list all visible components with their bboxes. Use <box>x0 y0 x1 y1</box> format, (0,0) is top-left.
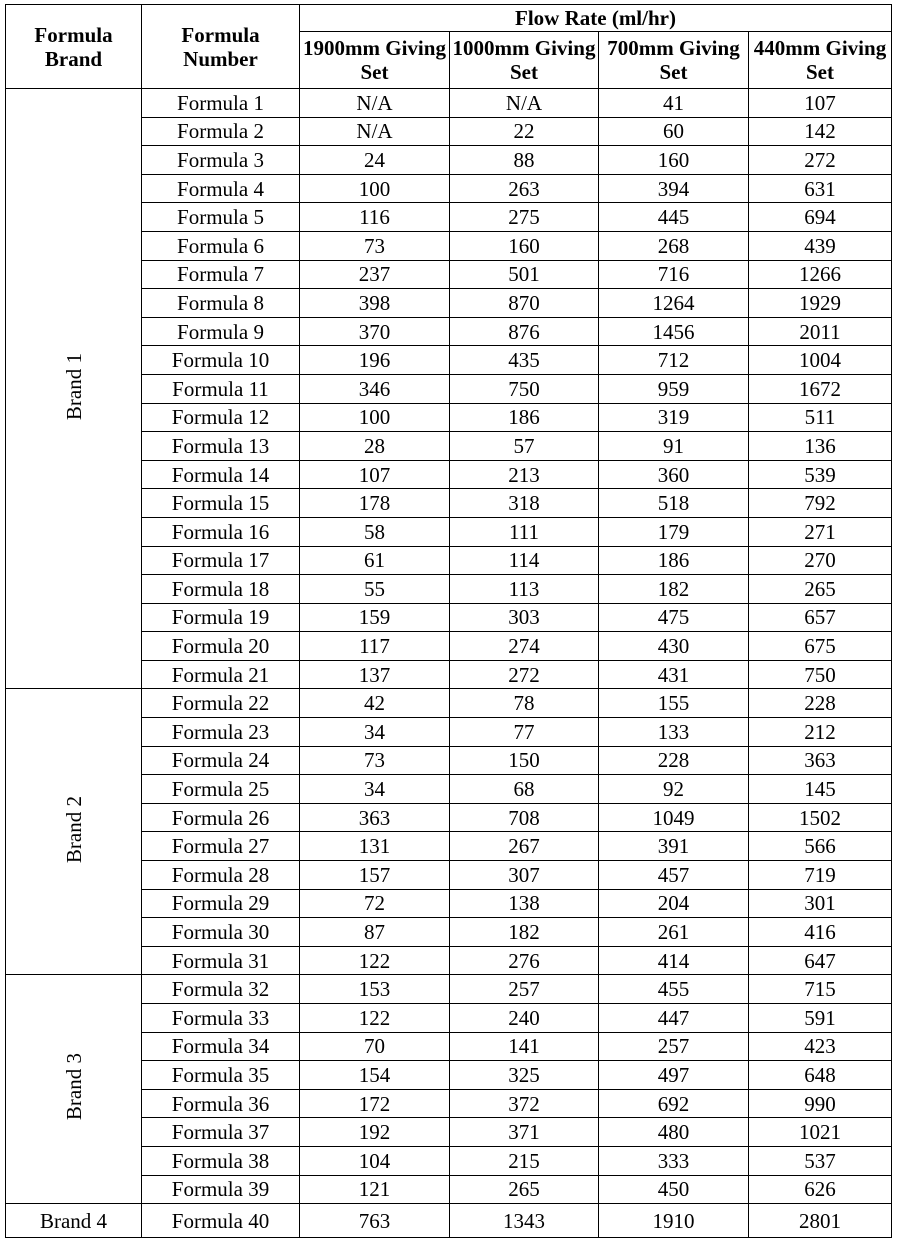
flow-rate-cell: 275 <box>450 203 599 232</box>
formula-number-cell: Formula 32 <box>142 975 300 1004</box>
flow-rate-cell: 153 <box>300 975 450 1004</box>
flow-rate-cell: 712 <box>599 346 749 375</box>
flow-rate-cell: 122 <box>300 1004 450 1033</box>
flow-rate-cell: 391 <box>599 832 749 861</box>
formula-number-cell: Formula 16 <box>142 517 300 546</box>
flow-rate-cell: 1264 <box>599 289 749 318</box>
flow-rate-cell: 719 <box>749 861 892 890</box>
formula-number-cell: Formula 11 <box>142 374 300 403</box>
flow-rate-cell: 34 <box>300 775 450 804</box>
brand-cell <box>6 975 142 1204</box>
flow-rate-cell: 111 <box>450 517 599 546</box>
flow-rate-cell: 591 <box>749 1004 892 1033</box>
flow-rate-cell: 70 <box>300 1032 450 1061</box>
flow-rate-cell: 416 <box>749 918 892 947</box>
flow-rate-cell: 155 <box>599 689 749 718</box>
flow-rate-cell: 537 <box>749 1146 892 1175</box>
flow-rate-cell: N/A <box>450 89 599 118</box>
formula-number-cell: Formula 29 <box>142 889 300 918</box>
flow-rate-cell: 87 <box>300 918 450 947</box>
flow-rate-cell: 750 <box>749 660 892 689</box>
flow-rate-cell: 414 <box>599 946 749 975</box>
flow-rate-cell: 113 <box>450 575 599 604</box>
flow-rate-cell: 78 <box>450 689 599 718</box>
flow-rate-cell: 138 <box>450 889 599 918</box>
flow-rate-cell: 450 <box>599 1175 749 1204</box>
flow-rate-cell: 959 <box>599 374 749 403</box>
flow-rate-cell: 301 <box>749 889 892 918</box>
flow-rate-cell: 179 <box>599 517 749 546</box>
formula-number-cell: Formula 27 <box>142 832 300 861</box>
flow-rate-cell: 447 <box>599 1004 749 1033</box>
table-row <box>6 689 892 718</box>
flow-rate-cell: 694 <box>749 203 892 232</box>
flow-rate-cell: 657 <box>749 603 892 632</box>
flow-rate-cell: 121 <box>300 1175 450 1204</box>
brand-cell <box>6 89 142 689</box>
flow-rate-cell: 990 <box>749 1089 892 1118</box>
flow-rate-cell: 457 <box>599 861 749 890</box>
flow-rate-cell: 626 <box>749 1175 892 1204</box>
flow-rate-cell: 1672 <box>749 374 892 403</box>
flow-rate-cell: 1049 <box>599 803 749 832</box>
flow-rate-cell: 539 <box>749 460 892 489</box>
flow-rate-cell: 58 <box>300 517 450 546</box>
header-flow-rate: Flow Rate (ml/hr) <box>300 5 892 32</box>
flow-rate-cell: 88 <box>450 146 599 175</box>
flow-rate-cell: 363 <box>300 803 450 832</box>
formula-number-cell: Formula 30 <box>142 918 300 947</box>
flow-rate-cell: 212 <box>749 718 892 747</box>
flow-rate-cell: 182 <box>450 918 599 947</box>
flow-rate-cell: 228 <box>599 746 749 775</box>
flow-rate-cell: 104 <box>300 1146 450 1175</box>
flow-rate-cell: 131 <box>300 832 450 861</box>
flow-rate-cell: 142 <box>749 117 892 146</box>
flow-rate-cell: 423 <box>749 1032 892 1061</box>
flow-rate-cell: 73 <box>300 746 450 775</box>
flow-rate-cell: 1343 <box>450 1204 599 1238</box>
flow-rate-cell: 319 <box>599 403 749 432</box>
flow-rate-cell: 159 <box>300 603 450 632</box>
flow-rate-cell: 228 <box>749 689 892 718</box>
brand-label: Brand 4 <box>39 1208 108 1233</box>
flow-rate-cell: 186 <box>599 546 749 575</box>
flow-rate-cell: 272 <box>749 146 892 175</box>
flow-rate-cell: 117 <box>300 632 450 661</box>
flow-rate-cell: 1266 <box>749 260 892 289</box>
formula-number-cell: Formula 1 <box>142 89 300 118</box>
flow-rate-cell: 435 <box>450 346 599 375</box>
flow-rate-cell: 394 <box>599 174 749 203</box>
formula-number-cell: Formula 33 <box>142 1004 300 1033</box>
formula-number-cell: Formula 20 <box>142 632 300 661</box>
flow-rate-cell: 182 <box>599 575 749 604</box>
table-row <box>6 89 892 118</box>
flow-rate-cell: 55 <box>300 575 450 604</box>
formula-number-cell: Formula 21 <box>142 660 300 689</box>
flow-rate-cell: 2011 <box>749 317 892 346</box>
formula-number-cell: Formula 34 <box>142 1032 300 1061</box>
flow-rate-cell: 675 <box>749 632 892 661</box>
flow-rate-cell: 61 <box>300 546 450 575</box>
header-set-440mm: 440mm Giving Set <box>749 32 892 89</box>
flow-rate-cell: 631 <box>749 174 892 203</box>
header-set-1900mm: 1900mm Giving Set <box>300 32 450 89</box>
flow-rate-cell: 150 <box>450 746 599 775</box>
flow-rate-cell: 715 <box>749 975 892 1004</box>
flow-rate-cell: 107 <box>300 460 450 489</box>
formula-number-cell: Formula 8 <box>142 289 300 318</box>
formula-number-cell: Formula 3 <box>142 146 300 175</box>
flow-rate-cell: 363 <box>749 746 892 775</box>
flow-rate-cell: 268 <box>599 231 749 260</box>
flow-rate-cell: 257 <box>450 975 599 1004</box>
flow-rate-cell: 511 <box>749 403 892 432</box>
formula-number-cell: Formula 14 <box>142 460 300 489</box>
formula-number-cell: Formula 37 <box>142 1118 300 1147</box>
flow-rate-cell: 518 <box>599 489 749 518</box>
formula-number-cell: Formula 38 <box>142 1146 300 1175</box>
flow-rate-cell: 261 <box>599 918 749 947</box>
flow-rate-cell: 271 <box>749 517 892 546</box>
flow-rate-cell: 137 <box>300 660 450 689</box>
formula-number-cell: Formula 12 <box>142 403 300 432</box>
flow-rate-cell: 2801 <box>749 1204 892 1238</box>
flow-rate-cell: N/A <box>300 89 450 118</box>
flow-rate-cell: 42 <box>300 689 450 718</box>
flow-rate-cell: 716 <box>599 260 749 289</box>
flow-rate-cell: 100 <box>300 174 450 203</box>
flow-rate-cell: 160 <box>450 231 599 260</box>
flow-rate-cell: 431 <box>599 660 749 689</box>
flow-rate-cell: 272 <box>450 660 599 689</box>
table-body <box>6 89 892 1238</box>
flow-rate-cell: 114 <box>450 546 599 575</box>
flow-rate-cell: 1004 <box>749 346 892 375</box>
flow-rate-cell: 263 <box>450 174 599 203</box>
flow-rate-cell: 439 <box>749 231 892 260</box>
brand-cell <box>6 1204 142 1238</box>
formula-number-cell: Formula 5 <box>142 203 300 232</box>
flow-rate-cell: 1929 <box>749 289 892 318</box>
flow-rate-cell: 215 <box>450 1146 599 1175</box>
flow-rate-cell: 240 <box>450 1004 599 1033</box>
flow-rate-cell: 154 <box>300 1061 450 1090</box>
flow-rate-cell: 445 <box>599 203 749 232</box>
flow-rate-cell: 172 <box>300 1089 450 1118</box>
flow-rate-cell: 57 <box>450 432 599 461</box>
flow-rate-cell: 647 <box>749 946 892 975</box>
flow-rate-cell: 237 <box>300 260 450 289</box>
flow-rate-cell: 325 <box>450 1061 599 1090</box>
flow-rate-cell: 133 <box>599 718 749 747</box>
flow-rate-cell: 213 <box>450 460 599 489</box>
flow-rate-cell: 692 <box>599 1089 749 1118</box>
table-row <box>6 1204 892 1238</box>
header-formula-number: Formula Number <box>142 5 300 89</box>
flow-rate-cell: 68 <box>450 775 599 804</box>
flow-rate-cell: 28 <box>300 432 450 461</box>
formula-number-cell: Formula 2 <box>142 117 300 146</box>
formula-number-cell: Formula 23 <box>142 718 300 747</box>
flow-rate-cell: 648 <box>749 1061 892 1090</box>
formula-number-cell: Formula 22 <box>142 689 300 718</box>
brand-label: Brand 1 <box>61 352 86 420</box>
flow-rate-cell: 77 <box>450 718 599 747</box>
flow-rate-cell: 160 <box>599 146 749 175</box>
flow-rate-cell: 116 <box>300 203 450 232</box>
formula-number-cell: Formula 40 <box>142 1204 300 1238</box>
flow-rate-cell: 318 <box>450 489 599 518</box>
flow-rate-cell: 24 <box>300 146 450 175</box>
flow-rate-cell: 1456 <box>599 317 749 346</box>
formula-number-cell: Formula 35 <box>142 1061 300 1090</box>
flow-rate-cell: 186 <box>450 403 599 432</box>
formula-number-cell: Formula 7 <box>142 260 300 289</box>
flow-rate-cell: 73 <box>300 231 450 260</box>
formula-number-cell: Formula 6 <box>142 231 300 260</box>
header-set-700mm: 700mm Giving Set <box>599 32 749 89</box>
flow-rate-cell: 1502 <box>749 803 892 832</box>
flow-rate-cell: 372 <box>450 1089 599 1118</box>
formula-number-cell: Formula 9 <box>142 317 300 346</box>
brand-cell <box>6 689 142 975</box>
brand-label: Brand 2 <box>61 795 86 863</box>
flow-rate-cell: 455 <box>599 975 749 1004</box>
formula-number-cell: Formula 36 <box>142 1089 300 1118</box>
flow-rate-cell: 34 <box>300 718 450 747</box>
flow-rate-cell: 792 <box>749 489 892 518</box>
flow-rate-cell: 141 <box>450 1032 599 1061</box>
flow-rate-cell: 876 <box>450 317 599 346</box>
header-formula-brand: Formula Brand <box>6 5 142 89</box>
flow-rate-cell: 265 <box>450 1175 599 1204</box>
formula-number-cell: Formula 28 <box>142 861 300 890</box>
formula-number-cell: Formula 4 <box>142 174 300 203</box>
formula-number-cell: Formula 10 <box>142 346 300 375</box>
flow-rate-cell: 157 <box>300 861 450 890</box>
formula-number-cell: Formula 17 <box>142 546 300 575</box>
flow-rate-cell: 303 <box>450 603 599 632</box>
flow-rate-cell: 60 <box>599 117 749 146</box>
flow-rate-cell: 100 <box>300 403 450 432</box>
flow-rate-cell: 307 <box>450 861 599 890</box>
formula-number-cell: Formula 15 <box>142 489 300 518</box>
flow-rate-cell: 870 <box>450 289 599 318</box>
flow-rate-cell: 196 <box>300 346 450 375</box>
flow-rate-cell: 398 <box>300 289 450 318</box>
flow-rate-cell: 276 <box>450 946 599 975</box>
flow-rate-cell: 750 <box>450 374 599 403</box>
flow-rate-cell: N/A <box>300 117 450 146</box>
flow-rate-cell: 145 <box>749 775 892 804</box>
brand-label: Brand 3 <box>61 1053 86 1121</box>
flow-rate-cell: 136 <box>749 432 892 461</box>
flow-rate-cell: 501 <box>450 260 599 289</box>
flow-rate-cell: 92 <box>599 775 749 804</box>
header-set-1000mm: 1000mm Giving Set <box>450 32 599 89</box>
flow-rate-cell: 91 <box>599 432 749 461</box>
table-row <box>6 975 892 1004</box>
flow-rate-cell: 204 <box>599 889 749 918</box>
flow-rate-cell: 270 <box>749 546 892 575</box>
formula-number-cell: Formula 26 <box>142 803 300 832</box>
flow-rate-cell: 41 <box>599 89 749 118</box>
formula-number-cell: Formula 18 <box>142 575 300 604</box>
formula-number-cell: Formula 13 <box>142 432 300 461</box>
formula-number-cell: Formula 25 <box>142 775 300 804</box>
flow-rate-cell: 22 <box>450 117 599 146</box>
flow-rate-cell: 107 <box>749 89 892 118</box>
flow-rate-cell: 192 <box>300 1118 450 1147</box>
flow-rate-table-container <box>5 4 892 1238</box>
flow-rate-cell: 497 <box>599 1061 749 1090</box>
flow-rate-cell: 122 <box>300 946 450 975</box>
formula-number-cell: Formula 39 <box>142 1175 300 1204</box>
flow-rate-cell: 480 <box>599 1118 749 1147</box>
flow-rate-cell: 72 <box>300 889 450 918</box>
flow-rate-cell: 178 <box>300 489 450 518</box>
flow-rate-cell: 370 <box>300 317 450 346</box>
formula-number-cell: Formula 24 <box>142 746 300 775</box>
flow-rate-cell: 360 <box>599 460 749 489</box>
flow-rate-cell: 763 <box>300 1204 450 1238</box>
flow-rate-cell: 265 <box>749 575 892 604</box>
formula-number-cell: Formula 19 <box>142 603 300 632</box>
table-header <box>6 5 892 89</box>
flow-rate-cell: 333 <box>599 1146 749 1175</box>
flow-rate-cell: 1910 <box>599 1204 749 1238</box>
flow-rate-cell: 257 <box>599 1032 749 1061</box>
flow-rate-cell: 708 <box>450 803 599 832</box>
flow-rate-cell: 1021 <box>749 1118 892 1147</box>
flow-rate-cell: 566 <box>749 832 892 861</box>
flow-rate-cell: 274 <box>450 632 599 661</box>
flow-rate-table <box>5 4 892 1238</box>
flow-rate-cell: 430 <box>599 632 749 661</box>
flow-rate-cell: 267 <box>450 832 599 861</box>
flow-rate-cell: 475 <box>599 603 749 632</box>
flow-rate-cell: 346 <box>300 374 450 403</box>
formula-number-cell: Formula 31 <box>142 946 300 975</box>
flow-rate-cell: 371 <box>450 1118 599 1147</box>
